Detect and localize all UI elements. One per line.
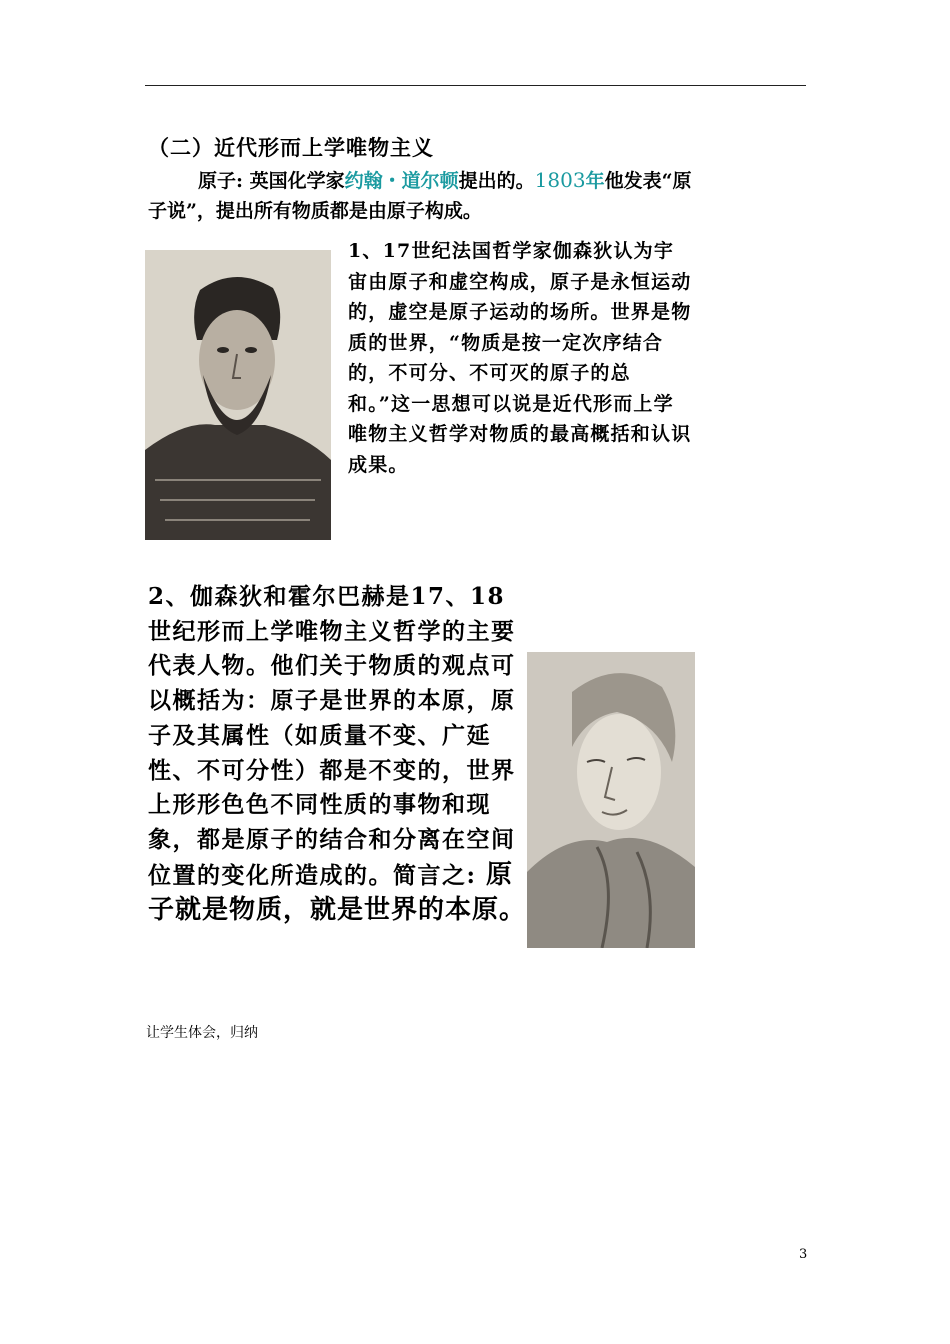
page-number: 3 — [799, 1247, 808, 1262]
intro-prefix: 原子: 英国化学家 — [198, 170, 345, 192]
intro-paragraph — [148, 165, 703, 226]
paragraph-materialism — [148, 580, 526, 929]
paragraph-materialism-emphasis: 原子就是物质，就是世界的本原。 — [148, 859, 527, 926]
intro-middle: 提出的。 — [458, 170, 535, 192]
section-heading: （二）近代形而上学唯物主义 — [148, 136, 434, 160]
gassendi-portrait — [145, 250, 331, 540]
year-link-char[interactable]: 年 — [585, 170, 605, 192]
intro-rest: 他发表“原子说”，提出所有物质都是由原子构成。 — [148, 170, 692, 222]
dalton-link[interactable]: 约翰・道尔顿 — [344, 170, 459, 192]
year-link-number[interactable]: 1803 — [534, 168, 586, 192]
paragraph-gassendi: 1、17世纪法国哲学家伽森狄认为宇宙由原子和虚空构成，原子是永恒运动的，虚空是原子运动的场所。世界是物质的世界，“物质是按一定次序结合的，不可分、不可灭的原子的总和。”这一思想可以说是近代形而上学唯物主义哲学对物质的最高概括和认识成果。 — [348, 240, 692, 476]
paragraph-materialism-text: 2、伽森狄和霍尔巴赫是17、18世纪形而上学唯物主义哲学的主要代表人物。他们关于物质的观点可以概括为：原子是世界的本原，原子及其属性（如质量不变、广延性、不可分性）都是不变的，世界上形形色色不同性质的事物和现象，都是原子的结合和分离在空间位置的变化所造成的。简言之: — [148, 583, 516, 889]
footnote: 让学生体会，归纳 — [146, 1025, 258, 1041]
header-rule — [145, 85, 806, 86]
holbach-portrait — [527, 652, 695, 948]
